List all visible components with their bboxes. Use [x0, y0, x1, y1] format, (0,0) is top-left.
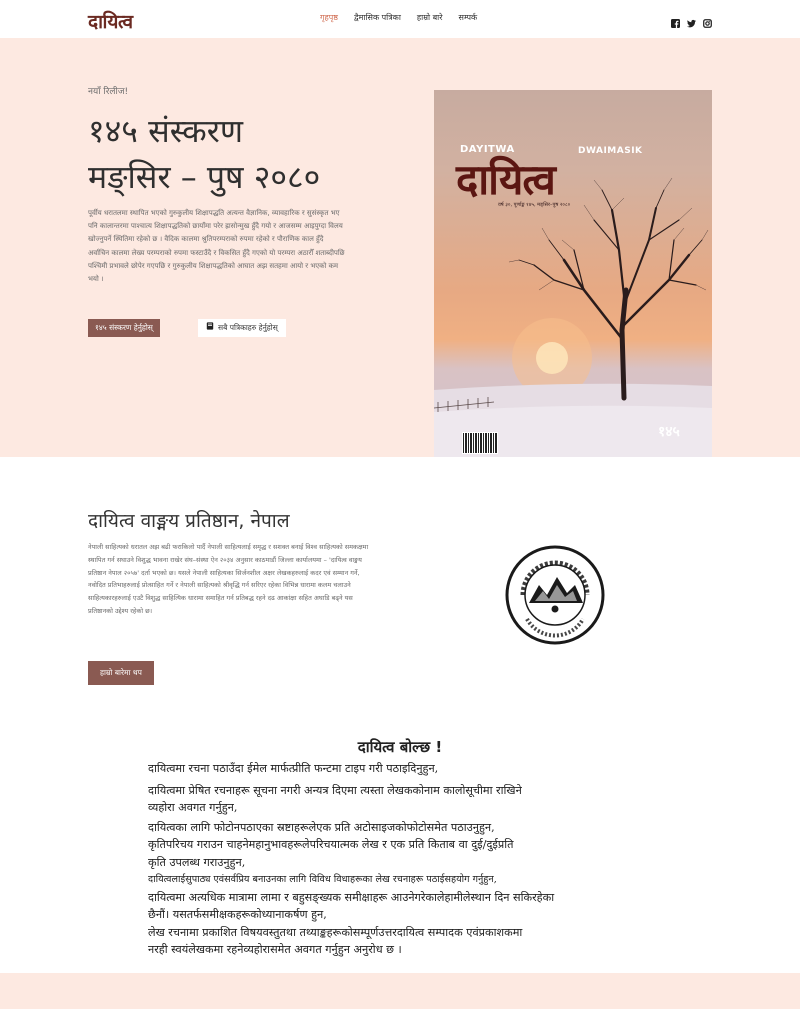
about-description: नेपाली साहित्यको धरातल अझ बढी फराकिलो पार्दै नेपाली साहित्यलाई समृद्ध र सशक्त बनाई विश्व साहित्यको समकक्षमा स्थापित गर्न सघाउने विशुद्ध भावना राखेर संघ–संस्था ऐन २०३४ अनुसार काठमाडौं जिल्ला कार्यालयमा – 'दायित्व वाङ्मय प्रतिष्ठान नेपाल २०५७' दर्ता भएको छ। यसले नेपाली साहित्यका सिर्जनशील अक्षर लेखकहरुलाई कदर एवं सम्मान गर्ने, नवोदित प्रतिभाहरुलाई प्रोत्साहित गर्ने र नेपाली साहित्यको श्रीवृद्धि गर्न सरिएर रहेका विभिन्न धारामा कलम चलाउने साहित्यकारहरुलाई एउटै विशुद्ध साहित्यिक धारामा समाहित गर्न प्रतिबद्ध रहने दढ आकांक्षा सहित अघाडि बढ्ने यस प्रतिष्ठानको उद्देश्य रहेको छ।: [88, 543, 369, 615]
instagram-icon[interactable]: [703, 13, 712, 22]
notice-line: दायित्वलाईसुपाठ्य एवंसर्वप्रिय बनाउनका लागि विविध विधाहरूका लेख रचनाहरू पठाईसहयोग गर्नुहुन,: [148, 874, 497, 885]
cover-label-left: DAYITWA: [460, 144, 515, 155]
hero-title-line1: १४५ संस्करण: [88, 112, 243, 150]
twitter-icon[interactable]: [687, 13, 696, 22]
cover-label-right: DWAIMASIK: [578, 146, 643, 156]
notice-line: लेख रचनामा प्रकाशित विषयवस्तुतथा तथ्याङ्कहरूकोसम्पूर्णउत्तरदायित्व सम्पादक एवंप्रकाशकमा: [148, 925, 523, 939]
top-navbar: [0, 0, 800, 38]
notice-line: नरही स्वयंलेखकमा रहनेव्यहोरासमेत अवगत गर्नुहुन अनुरोध छ ।: [148, 943, 402, 956]
notice-line: छैनौं। यसतर्फसमीक्षकहरूकोध्यानाकर्षण हुन,: [148, 908, 327, 921]
view-all-magazines-label: सबै पत्रिकाहरु हेर्नुहोस्: [218, 323, 278, 332]
notice-line: दायित्वका लागि फोटोनपठाएका स्रष्टाहरूलेएक प्रति अटोसाइजकोफोटोसमेत पठाउनुहुन,: [148, 820, 495, 834]
nav-home[interactable]: गृहपृष्ठ: [320, 13, 339, 22]
notice-line: दायित्वमा रचना पठाउँदा ईमेल मार्फत्प्रीति फन्टमा टाइप गरी पठाइदिनुहुन,: [148, 762, 439, 775]
site-logo[interactable]: दायित्व: [88, 11, 133, 33]
hero-description: पूर्वीय धरातलमा स्थापित भएको गुरुकुलीय शिक्षापद्धति अत्यन्त वैज्ञानिक, व्यावहारिक र सुसंस्कृत भए पनि कालान्तरमा पाश्चात्य शिक्षापद्धतिको छायाँमा परेर ह्रासोन्मुख हुँदै गयो र आजसम्म आइपुग्दा विलय खोज्नुपर्ने स्थितिमा रहेको छ । वैदिक कालमा श्रुतिपरम्पराको रुपमा रहेको र पौराणिक काल हुँदै अर्वाचिन कालमा लेख्य परम्पराको रुपमा फस्टाउँदै र विकसित हुँदै गएको यो परम्परा अठारौँ शताब्दीपछि पश्चिमी प्रभावले छोपेर गएपछि र गुरुकुलीय शिक्षापद्धतिको आघात अझ सतहमा आयो र भएको कम भयो ।: [88, 209, 345, 284]
cover-title: दायित्व: [456, 155, 555, 204]
notice-line: कृतिपरिचय गराउन चाहनेमहानुभावहरूलेपरिचयात्मक लेख र एक प्रति किताब वा दुई/दुईप्रति: [148, 838, 514, 851]
nav-contact[interactable]: सम्पर्क: [458, 13, 478, 22]
notice-line: व्यहोरा अवगत गर्नुहुन,: [148, 801, 238, 814]
footer-band: [0, 973, 800, 1009]
book-icon: [206, 319, 214, 337]
notice-line: दायित्वमा प्रेषित रचनाहरू सूचना नगरी अन्यत्र दिएमा त्यस्ता लेखककोनाम कालोसूचीमा राखिने: [148, 783, 522, 797]
main-nav: [320, 12, 477, 23]
view-issue-button[interactable]: १४५ संस्करण हेर्नुहोस्: [88, 319, 160, 337]
organization-seal-logo: [505, 545, 605, 645]
hero-kicker: नयाँ रिलीज!: [88, 87, 129, 97]
about-title: दायित्व वाङ्मय प्रतिष्ठान, नेपाल: [88, 510, 290, 532]
magazine-cover-image[interactable]: [434, 90, 712, 457]
nav-about[interactable]: हाम्रो बारे: [416, 13, 443, 22]
barcode-image: [462, 432, 498, 454]
about-more-button[interactable]: हाम्रो बारेमा थप: [88, 661, 154, 685]
notice-body: [148, 760, 668, 959]
hero-title-line2: मङ्सिर – पुष २०८०: [88, 158, 321, 196]
notice-line: कृति उपलब्ध गराउनुहुन,: [148, 855, 246, 869]
cover-subtitle: वर्ष ३०, पूर्णाङ्क १४५, मङ्सिर–पुष २०८०: [498, 202, 571, 208]
hero-title: [88, 108, 388, 200]
social-links: [671, 13, 712, 22]
cover-issue-number: १४५: [658, 424, 680, 440]
notice-title: दायित्व बोल्छ !: [357, 738, 443, 756]
nav-magazine[interactable]: द्वैमासिक पत्रिका: [354, 13, 401, 22]
facebook-icon[interactable]: [671, 13, 680, 22]
notice-line: दायित्वमा अत्यधिक मात्रामा लामा र बहुसङ्ख्यक समीक्षाहरू आउनेगरेकालेहामीलेस्थान दिन सकिरहेका: [148, 890, 555, 904]
view-all-magazines-button[interactable]: [198, 319, 286, 337]
